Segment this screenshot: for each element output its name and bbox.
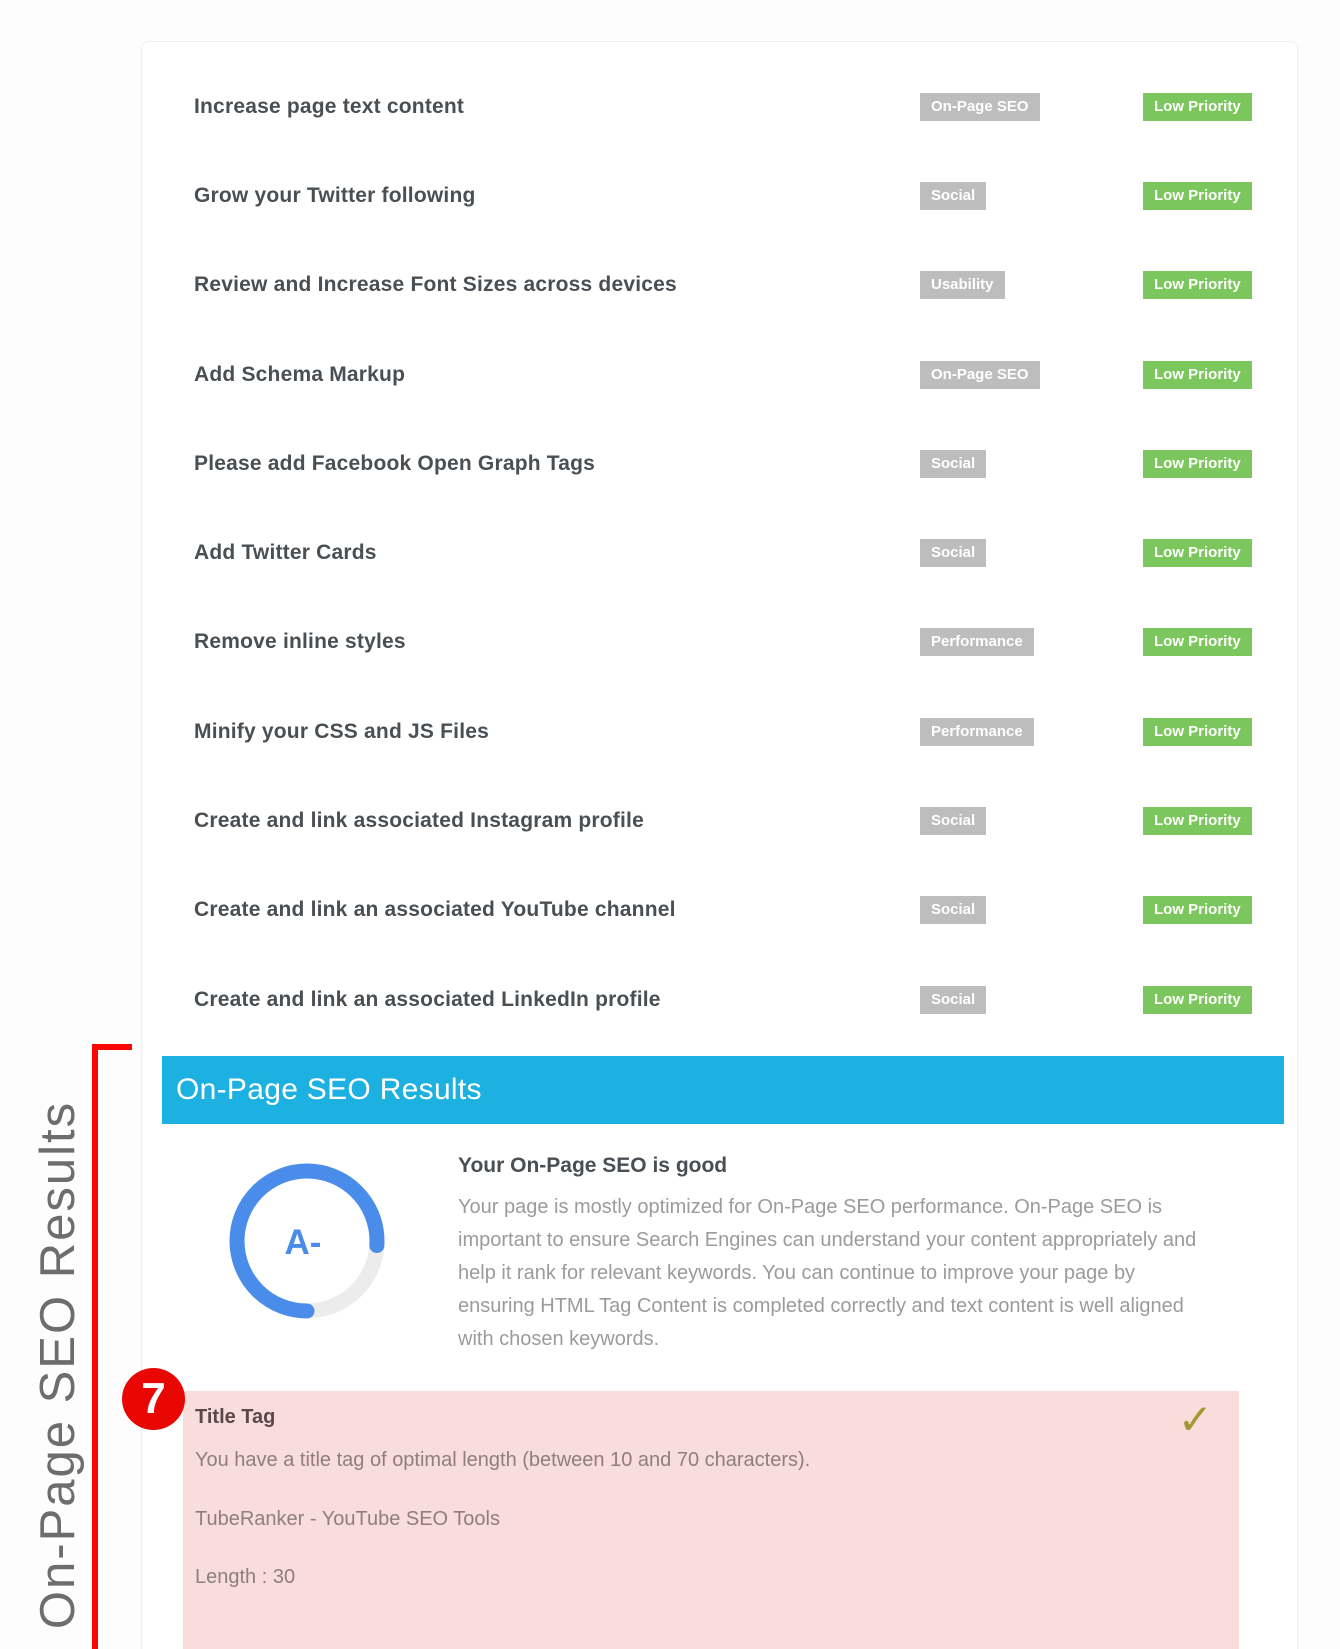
recommendation-row bbox=[142, 241, 1297, 330]
recommendation-title: Create and link associated Instagram profile bbox=[194, 809, 644, 833]
annotation-number: 7 bbox=[141, 1374, 166, 1423]
priority-badge: Low Priority bbox=[1143, 986, 1252, 1014]
priority-badge: Low Priority bbox=[1143, 628, 1252, 656]
grade-letter: A- bbox=[284, 1223, 322, 1262]
section-summary bbox=[458, 1154, 1216, 1356]
priority-badge: Low Priority bbox=[1143, 271, 1252, 299]
category-badge: Social bbox=[920, 896, 986, 924]
recommendation-row bbox=[142, 151, 1297, 240]
recommendation-row bbox=[142, 419, 1297, 508]
priority-badge: Low Priority bbox=[1143, 93, 1252, 121]
result-heading: Title Tag bbox=[195, 1406, 276, 1428]
priority-badge: Low Priority bbox=[1143, 182, 1252, 210]
priority-badge: Low Priority bbox=[1143, 896, 1252, 924]
priority-badge: Low Priority bbox=[1143, 361, 1252, 389]
annotation-number-badge bbox=[122, 1368, 185, 1430]
recommendations-list bbox=[142, 42, 1297, 1044]
category-badge: Social bbox=[920, 539, 986, 567]
summary-body: Your page is mostly optimized for On-Page SEO performance. On-Page SEO is important to ensure Search Engines can understand your content appropriately and help it rank for relevant keywords. You can continue to improve your page by ensuring HTML Tag Content is completed correctly and text content is well aligned with chosen keywords. bbox=[458, 1196, 1197, 1350]
recommendation-row bbox=[142, 776, 1297, 865]
result-length: Length : 30 bbox=[195, 1566, 296, 1588]
category-badge: On-Page SEO bbox=[920, 361, 1040, 389]
recommendation-title: Remove inline styles bbox=[194, 630, 406, 654]
priority-badge: Low Priority bbox=[1143, 539, 1252, 567]
recommendation-row bbox=[142, 598, 1297, 687]
recommendation-title: Minify your CSS and JS Files bbox=[194, 719, 489, 743]
section-header-title: On-Page SEO Results bbox=[176, 1073, 482, 1106]
recommendation-title: Please add Facebook Open Graph Tags bbox=[194, 451, 596, 475]
recommendation-title: Create and link an associated LinkedIn profile bbox=[194, 987, 661, 1011]
annotation-bracket-corner bbox=[92, 1044, 132, 1050]
grade-gauge bbox=[227, 1161, 387, 1321]
recommendation-title: Grow your Twitter following bbox=[194, 183, 476, 207]
category-badge: Performance bbox=[920, 628, 1034, 656]
recommendation-title: Create and link an associated YouTube channel bbox=[194, 898, 676, 922]
recommendation-row bbox=[142, 955, 1297, 1044]
recommendation-row bbox=[142, 866, 1297, 955]
recommendation-row bbox=[142, 687, 1297, 776]
recommendation-title: Add Schema Markup bbox=[194, 362, 406, 386]
category-badge: On-Page SEO bbox=[920, 93, 1040, 121]
category-badge: Social bbox=[920, 986, 986, 1014]
priority-badge: Low Priority bbox=[1143, 807, 1252, 835]
recommendation-row bbox=[142, 330, 1297, 419]
category-badge: Social bbox=[920, 807, 986, 835]
recommendation-title: Increase page text content bbox=[194, 94, 465, 118]
report-card bbox=[141, 41, 1298, 1649]
annotation-bracket-line bbox=[92, 1044, 98, 1649]
category-badge: Social bbox=[920, 182, 986, 210]
recommendation-row bbox=[142, 62, 1297, 151]
result-description: You have a title tag of optimal length (between 10 and 70 characters). bbox=[195, 1449, 811, 1471]
result-value: TubeRanker - YouTube SEO Tools bbox=[195, 1508, 500, 1530]
priority-badge: Low Priority bbox=[1143, 718, 1252, 746]
recommendation-title: Review and Increase Font Sizes across devices bbox=[194, 273, 677, 297]
title-tag-result-card bbox=[183, 1391, 1239, 1649]
category-badge: Social bbox=[920, 450, 986, 478]
recommendation-row bbox=[142, 508, 1297, 597]
side-section-label: On-Page SEO Results bbox=[31, 1100, 85, 1630]
summary-title: Your On-Page SEO is good bbox=[458, 1154, 728, 1177]
category-badge: Usability bbox=[920, 271, 1005, 299]
category-badge: Performance bbox=[920, 718, 1034, 746]
section-header bbox=[162, 1056, 1284, 1124]
recommendation-title: Add Twitter Cards bbox=[194, 541, 377, 565]
check-icon: ✓ bbox=[1177, 1396, 1213, 1443]
priority-badge: Low Priority bbox=[1143, 450, 1252, 478]
